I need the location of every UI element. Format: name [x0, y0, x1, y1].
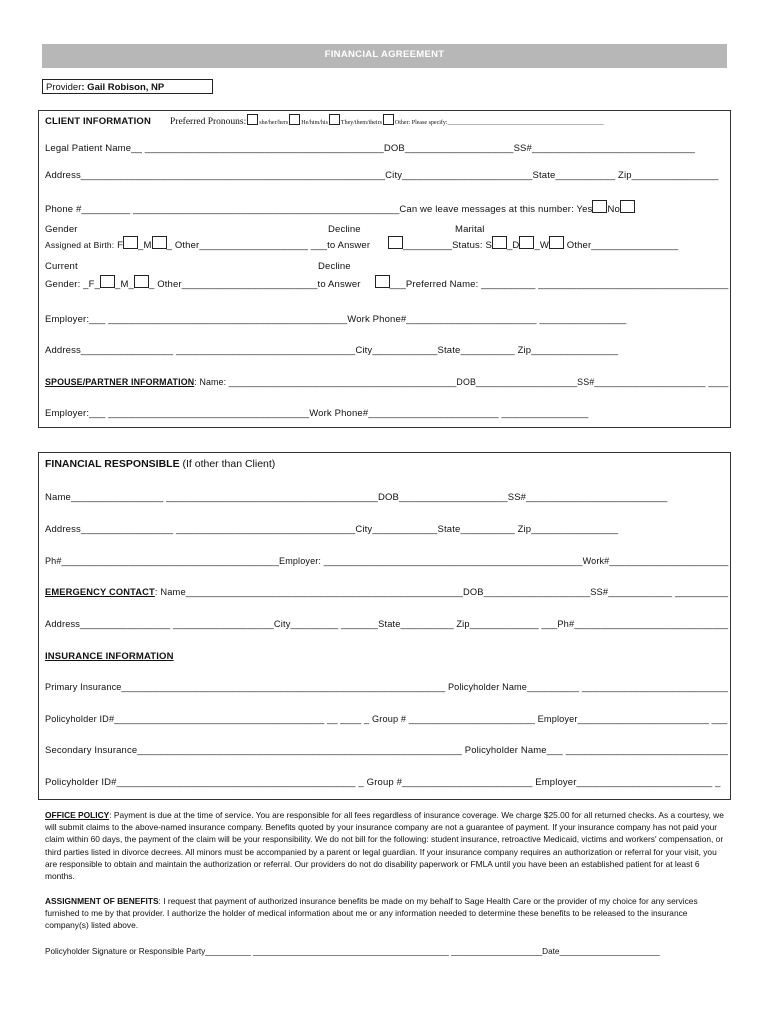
gender-birth-row: Assigned at Birth: F _M _ Other____________________ ___to Answer _________Status: S _D _W Other________________ [45, 236, 678, 251]
financial-heading: FINANCIAL RESPONSIBLE [45, 458, 180, 470]
pronoun-they-label: They/them/theirs [340, 120, 382, 126]
marital-w-checkbox[interactable] [549, 236, 564, 249]
legal-name-line[interactable]: Legal Patient Name__ ____________________________________________DOB____________________SS#______________________________ [45, 143, 695, 154]
client-address-line[interactable]: Address________________________________________________________City________________________State___________ Zip________________ [45, 170, 719, 181]
current-label: Current [45, 261, 78, 272]
gender-birth-label: Assigned at Birth: [45, 240, 115, 250]
current-gender-row: Gender: _F_ _M_ _ Other_________________________to Answer ___Preferred Name: __________ ___________________________________ [45, 275, 728, 290]
pronoun-other-checkbox[interactable] [383, 114, 394, 125]
marital-w-label: W [539, 240, 549, 251]
messages-no-checkbox[interactable] [620, 200, 635, 213]
marital-d-label: D [512, 240, 520, 251]
primary-policyholder-id-line[interactable]: Policyholder ID#________________________________________ __ ____ _ Group # ________________________ Employer_________________________ ___ [45, 714, 728, 725]
provider-label: Provider [46, 82, 82, 93]
primary-insurance-line[interactable]: Primary Insurance______________________________________________________________ Policyholder Name__________ ____________________________ [45, 682, 729, 693]
form-title: FINANCIAL AGREEMENT [42, 44, 727, 68]
pronoun-other-label: Other: Please specify:____________________________________________________ [394, 120, 604, 126]
office-policy-text: : Payment is due at the time of service. You are responsible for all fees regardless of insurance coverage. We charge $25.00 for all returned checks. As a courtesy, we will submit claims to the above-named insurance company. Benefits quoted by your insurance company are not a guarantee of payment. If your insurance company has not paid your claim within 60 days, the payment of the claim will be your responsibility. We do not bill for the following: student insurance, retroactive Medicaid, victims and workers' compensation, or third parties listed in divorce decrees. All minors must be accompanied by a parent or legal guardian. If your insurance company requires an authorization or referral for your visit, you are responsible to obtain and maintain the authorization or referral. Our providers do not do disability paperwork or FMLA until you have been an established patient for at least 6 months. [45, 810, 724, 882]
financial-heading-note: (If other than Client) [179, 458, 276, 470]
pronouns-row [170, 114, 604, 127]
current-gender-label: Gender: [45, 279, 81, 290]
emergency-name-line[interactable]: : Name____________________________________________________DOB____________________SS#____________ __________ [154, 587, 729, 598]
assignment-text: : I request that payment of authorized insurance benefits be made on my behalf to Sage Health Care or the provider of my choice for any services furnished to me by that provider. I authorize the holder of medical information about me or any information needed to determine these benefits to be released to the insurance company(s) listed above. [45, 896, 698, 931]
pronouns-label: Preferred Pronouns: [170, 117, 247, 127]
decline-label: Decline [328, 224, 361, 235]
provider-field[interactable] [42, 79, 213, 94]
preferred-name-line[interactable]: ___Preferred Name: __________ ___________________________________ [389, 279, 729, 290]
client-heading: CLIENT INFORMATION [45, 116, 151, 127]
spouse-employer-line[interactable]: Employer:___ _____________________________________Work Phone#________________________ ________________ [45, 408, 589, 419]
current-m-label: M [120, 279, 129, 290]
insurance-heading: INSURANCE INFORMATION [45, 651, 174, 662]
secondary-insurance-line[interactable]: Secondary Insurance____________________________________________________________ Policyholder Name___ ______________________________ [45, 745, 729, 756]
emergency-row [45, 587, 728, 598]
messages-yes-checkbox[interactable] [592, 200, 607, 213]
current-f-checkbox[interactable] [100, 275, 115, 288]
marital-other-line[interactable]: Other________________ [566, 240, 679, 251]
current-other-line[interactable]: Other_________________________to Answer [157, 279, 361, 290]
gender-decline-checkbox[interactable] [388, 236, 403, 249]
gender-other-line[interactable]: Other____________________ ___to Answer [174, 240, 371, 251]
gender-m-checkbox[interactable] [152, 236, 167, 249]
messages-no-label: No [607, 204, 620, 215]
current-f-label: F [88, 279, 95, 290]
financial-name-line[interactable]: Name_________________ _______________________________________DOB____________________SS#__________________________ [45, 492, 668, 503]
gender-f-label: F [117, 240, 124, 251]
assignment-paragraph [45, 895, 730, 932]
marital-status-line: _________Status: S [403, 240, 492, 251]
current-decline-checkbox[interactable] [375, 275, 390, 288]
client-address2-line[interactable]: Address_________________ _________________________________City____________State__________ Zip________________ [45, 345, 619, 356]
spouse-row [45, 377, 728, 388]
current-m-checkbox[interactable] [134, 275, 149, 288]
emergency-address-line[interactable]: Address_________________ ___________________City_________ _______State__________ Zip_____________ ___Ph#_____________________________ [45, 619, 729, 630]
marital-s-checkbox[interactable] [492, 236, 507, 249]
provider-value: : Gail Robison, NP [81, 82, 165, 93]
spouse-heading: SPOUSE/PARTNER INFORMATION [45, 377, 195, 388]
phone-line[interactable]: Phone #_________ _________________________________________________Can we leave messages at this number: Yes [45, 204, 593, 215]
office-policy-label: OFFICE POLICY [45, 810, 110, 820]
pronoun-she-checkbox[interactable] [247, 114, 258, 125]
spouse-name-line[interactable]: : Name: _____________________________________________DOB____________________SS#______________________ ____ [194, 377, 729, 388]
decline2-label: Decline [318, 261, 351, 272]
pronoun-he-label: He/him/his [301, 120, 328, 126]
client-employer-line[interactable]: Employer:___ ____________________________________________Work Phone#________________________ ________________ [45, 314, 627, 325]
secondary-policyholder-id-line[interactable]: Policyholder ID#____________________________________________ _ Group #________________________ Employer_________________________ _ [45, 777, 721, 788]
pronoun-she-label: she/her/hers [259, 120, 289, 126]
gender-label: Gender [45, 224, 78, 235]
financial-heading-row [45, 458, 275, 470]
pronoun-they-checkbox[interactable] [329, 114, 340, 125]
pronoun-he-checkbox[interactable] [289, 114, 300, 125]
gender-m-label: M [143, 240, 152, 251]
marital-d-checkbox[interactable] [519, 236, 534, 249]
assignment-label: ASSIGNMENT OF BENEFITS [45, 896, 159, 906]
financial-address-line[interactable]: Address_________________ _________________________________City____________State__________ Zip________________ [45, 524, 619, 535]
office-policy-paragraph [45, 809, 730, 882]
emergency-heading: EMERGENCY CONTACT [45, 587, 155, 598]
phone-row [45, 200, 635, 215]
marital-label: Marital [455, 224, 485, 235]
financial-phone-line[interactable]: Ph#__________________________________________Employer: __________________________________________________Work#_______________________ [45, 556, 729, 567]
gender-f-checkbox[interactable] [123, 236, 138, 249]
signature-line[interactable]: Policyholder Signature or Responsible Party__________ ___________________________________________ ____________________Date______________________ [45, 947, 660, 956]
